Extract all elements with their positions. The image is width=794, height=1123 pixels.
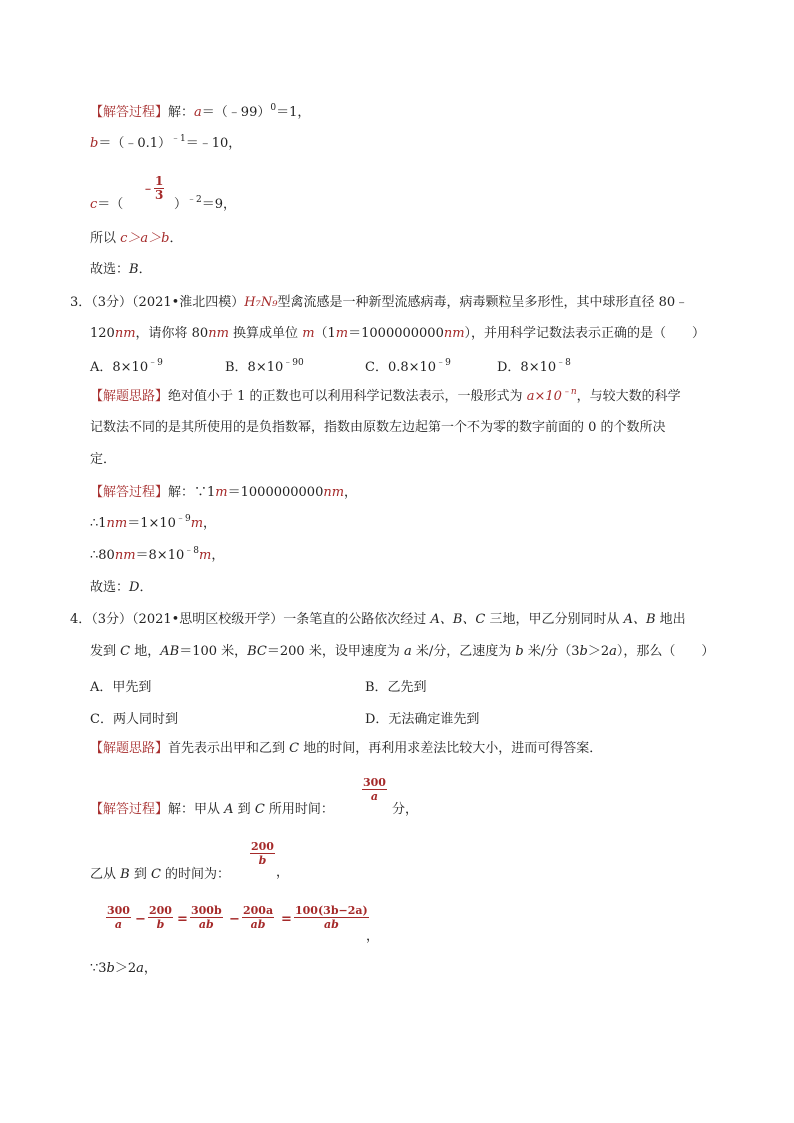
q4-fraction-200-over-b: 200 b xyxy=(251,840,274,867)
q4-option-d[interactable]: D．无法确定谁先到 xyxy=(365,712,480,727)
q3-option-b[interactable]: B．$8\times 10^{﹣90}$ xyxy=(225,358,304,375)
q3-idea-line2: 记数法不同的是其所使用的是负指数幂，指数由原数左边起第一个不为零的数字前面的 0 的个数所决 xyxy=(90,420,666,435)
q4-option-c[interactable]: C．两人同时到 xyxy=(90,712,178,727)
q2-fraction-neg-one-third: ﹣ $\frac{1}{3}$ xyxy=(142,174,164,202)
q4-proc-line1-tail: 分， xyxy=(392,802,419,817)
eq-frac-300b-ab: 300b ab xyxy=(191,904,222,931)
eq-minus-2: − xyxy=(229,912,240,927)
eq-equals-2: = xyxy=(281,912,292,927)
q3-stem-line1: 3．（3分）（2021•淮北四模）H₇N₉型禽流感是一种新型流感病毒，病毒颗粒呈多形性，其中球形直径 80﹣ xyxy=(70,295,689,310)
q4-proc-line1: 【解答过程】解：甲从 A 到 C 所用时间： xyxy=(90,802,334,817)
q3-idea-line3: 定． xyxy=(90,452,117,467)
q4-fraction-300-over-a: 300 a xyxy=(363,776,386,803)
idea-tag: 【解题思路】 xyxy=(90,741,169,756)
q2-proc-line1: 【解答过程】解：a＝（﹣99）$^0$＝1， xyxy=(90,103,311,120)
q4-proc-last: ∵3b＞2a， xyxy=(90,961,157,976)
q3-idea-line1: 【解题思路】绝对值小于 1 的正数也可以利用科学记数法表示，一般形式为 $a\times 10^{﹣n}$，与较大数的科学 xyxy=(90,387,681,404)
q4-proc-line2: 乙从 B 到 C 的时间为： xyxy=(90,867,231,882)
q4-stem-line2: 发到 C 地，AB＝100 米，BC＝200 米，设甲速度为 a 米/分，乙速度为 b 米/分（3b＞2a），那么（ ） xyxy=(90,644,715,659)
q3-stem-line2: 120nm，请你将 80nm 换算成单位 m（1m＝1000000000nm），并用科学记数法表示正确的是（ ） xyxy=(90,326,706,341)
eq-equals-1: = xyxy=(177,912,188,927)
q2-proc-line2: b＝（﹣0.1）$^{﹣1}$＝﹣10， xyxy=(90,134,242,151)
q3-answer: 故选：D． xyxy=(90,580,153,595)
q3-proc-line2: $\therefore 1nm=1\times 10^{﹣9}m$， xyxy=(90,514,217,531)
q3-proc-line1: 【解答过程】解：∵1m＝1000000000nm， xyxy=(90,485,358,500)
q4-option-a[interactable]: A．甲先到 xyxy=(90,680,152,695)
proc-tag: 【解答过程】 xyxy=(90,105,169,120)
eq-minus-1: − xyxy=(135,912,146,927)
q3-option-d[interactable]: D．$8\times 10^{﹣8}$ xyxy=(497,358,571,375)
q2-answer: 故选：B． xyxy=(90,262,152,277)
eq-frac-200-b: 200 b xyxy=(149,904,172,931)
eq-frac-result: 100(3b−2a) ab xyxy=(295,904,368,931)
q4-proc-line2-tail: ， xyxy=(276,865,290,880)
eq-tail: ， xyxy=(366,929,380,944)
proc-tag: 【解答过程】 xyxy=(90,485,169,500)
q2-proc-line3: c＝（ xyxy=(90,197,124,212)
q4-stem-line1: 4．（3分）（2021•思明区校级开学）一条笔直的公路依次经过 A、B、C 三地，甲乙分别同时从 A、B 地出 xyxy=(70,612,686,627)
q4-option-b[interactable]: B．乙先到 xyxy=(365,680,427,695)
q3-option-a[interactable]: A．$8\times 10^{﹣9}$ xyxy=(90,358,163,375)
q4-idea-line: 【解题思路】首先表示出甲和乙到 C 地的时间，再利用求差法比较大小，进而可得答案． xyxy=(90,741,603,756)
q2-conclusion: 所以 c＞a＞b． xyxy=(90,231,183,246)
idea-tag: 【解题思路】 xyxy=(90,389,169,404)
eq-frac-200a-ab: 200a ab xyxy=(243,904,274,931)
proc-tag: 【解答过程】 xyxy=(90,802,169,817)
q3-option-c[interactable]: C．$0.8\times 10^{﹣9}$ xyxy=(365,358,451,375)
q3-proc-line3: $\therefore 80nm=8\times 10^{﹣8}m$， xyxy=(90,546,225,563)
q2-proc-line3-tail: ）$^{﹣2}$＝9， xyxy=(174,195,237,212)
eq-frac-300-a: 300 a xyxy=(107,904,130,931)
